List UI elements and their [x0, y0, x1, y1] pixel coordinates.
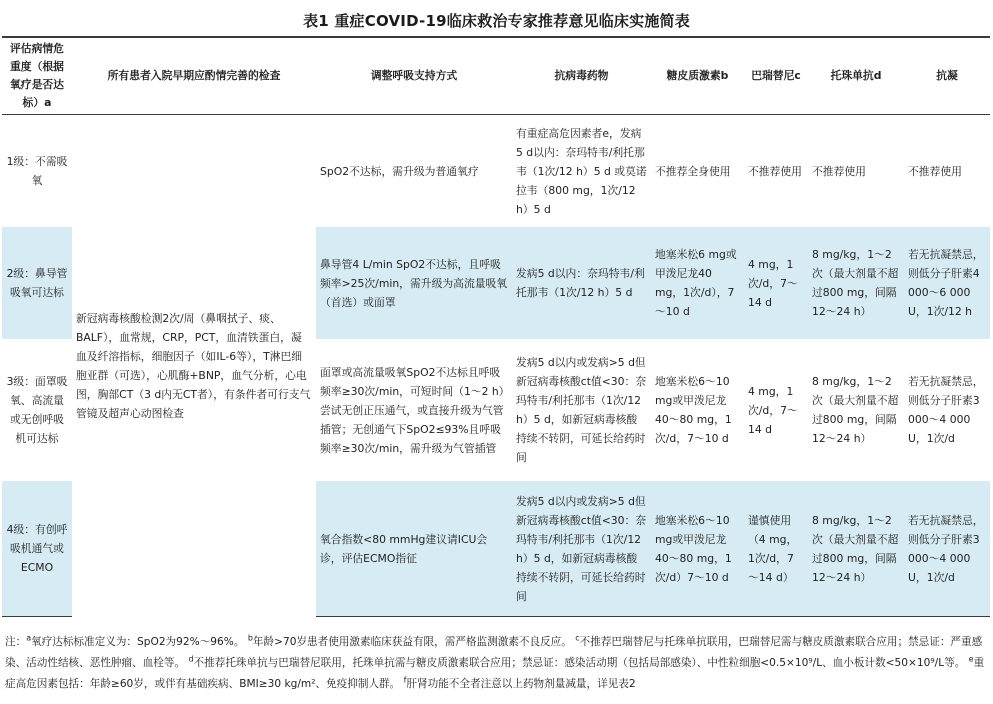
resp-cell: 鼻导管4 L/min SpO2不达标，且呼吸频率>25次/min，需升级为高流量吸氧（首选）或面罩 [316, 227, 512, 339]
tocilizumab-cell: 8 mg/kg，1～2次（最大剂量不超过800 mg，间隔12～24 h） [812, 375, 899, 445]
antiviral-cell: 有重症高危因素者e，发病5 d以内：奈玛特韦/利托那韦（1次/12 h）5 d 或莫诺拉韦（800 mg，1次/12 h）5 d [516, 126, 647, 216]
tocilizumab-cell: 8 mg/kg，1～2次（最大剂量不超过800 mg，间隔12～24 h） [808, 481, 904, 617]
steroid-cell: 地塞米松6～10 mg或甲泼尼龙40～80 mg，1次/d，7～10 d [655, 375, 732, 445]
note-f: 肝肾功能不全者注意以上药物剂量减量，详见表2 [406, 678, 636, 690]
row-level: 3级：面罩吸氧、高流量或无创呼吸机可达标 [6, 375, 68, 445]
baricitinib-cell: 4 mg，1次/d，7～14 d [744, 227, 808, 339]
antiviral-cell: 发病5 d以内或发病>5 d但新冠病毒核酸ct值<30：奈玛特韦/利托那韦（1次/12 h）5 d，如新冠病毒核酸持续不转阴，可延长给药时间 [516, 356, 647, 464]
baricitinib-cell: 不推荐使用 [748, 164, 802, 178]
antiviral-cell: 发病5 d以内或发病>5 d但新冠病毒核酸ct值<30：奈玛特韦/利托那韦（1次/12 h）5 d，如新冠病毒核酸持续不转阴，可延长给药时间 [512, 481, 651, 617]
anticoag-cell: 若无抗凝禁忌，则低分子肝素3 000～4 000 U，1次/d [904, 481, 990, 617]
resp-cell: SpO2不达标，需升级为普通氧疗 [320, 164, 479, 178]
tests-cell: 新冠病毒核酸检测2次/周（鼻咽拭子、痰、BALF），血常规，CRP，PCT，血清铁蛋白，凝血及纤溶指标，细胞因子（如IL-6等），T淋巴细胞亚群（可选），心肌酶+BNP，血气分析，心电图，胸部CT（3 d内无CT者），有条件者可行支气管镜及超声心动图检查 [76, 311, 311, 420]
note-a: 氧疗达标标准定义为：SpO2为92%～96%。 [31, 636, 245, 648]
header-anticoag: 抗凝 [904, 37, 990, 115]
header-tocilizumab: 托珠单抗d [808, 37, 904, 115]
header-baricitinib: 巴瑞替尼c [744, 37, 808, 115]
row-level: 2级：鼻导管吸氧可达标 [2, 227, 72, 339]
note-e: 重症高危因素包括：年龄≥60岁，或伴有基础疾病、BMI≥30 kg/m²、免疫抑制人群。 [5, 657, 985, 690]
header-steroid: 糖皮质激素b [651, 37, 744, 115]
header-resp: 调整呼吸支持方式 [316, 37, 512, 115]
steroid-cell: 不推荐全身使用 [655, 164, 731, 178]
header-tests: 所有患者入院早期应酌情完善的检查 [72, 37, 316, 115]
anticoag-cell: 若无抗凝禁忌，则低分子肝素4 000～6 000 U，1次/12 h [904, 227, 990, 339]
notes-label: 注： [5, 636, 27, 648]
recommendation-table [2, 36, 990, 617]
note-c: 不推荐巴瑞替尼与托珠单抗联用，巴瑞替尼需与糖皮质激素联合应用；禁忌证：严重感染、活动性结核、恶性肿瘤、血栓等。 [5, 636, 983, 669]
tocilizumab-cell: 8 mg/kg，1～2次（最大剂量不超过800 mg，间隔12～24 h） [808, 227, 904, 339]
note-d: 不推荐托珠单抗与巴瑞替尼联用，托珠单抗需与糖皮质激素联合应用；禁忌证：感染活动期（包括局部感染）、中性粒细胞<0.5×10⁹/L、血小板计数<50×10⁹/L等。 [193, 657, 966, 669]
anticoag-cell: 若无抗凝禁忌，则低分子肝素3 000～4 000 U，1次/d [908, 375, 984, 445]
baricitinib-cell: 4 mg，1次/d，7～14 d [748, 384, 798, 436]
resp-cell: 面罩或高流量吸氧SpO2不达标且呼吸频率≥30次/min，可短时间（1～2 h）尝试无创正压通气，或直接升级为气管插管；无创通气下SpO2≤93%且呼吸频率≥30次/min，需升级为气管插管 [320, 365, 505, 455]
header-row [2, 37, 990, 115]
baricitinib-cell: 谨慎使用（4 mg，1次/d，7～14 d） [744, 481, 808, 617]
row-level: 1级：不需吸氧 [6, 155, 68, 187]
row-level: 4级：有创呼吸机通气或ECMO [2, 481, 72, 617]
table-footnotes: 注：$^a$氧疗达标标准定义为：SpO2为92%～96%。 $^b$年龄>70岁患者使用激素临床获益有限，需严格监测激素不良反应。 $^c$不推荐巴瑞替尼与托珠单抗联用，巴瑞替尼需与糖皮质激素联合应用；禁忌证：严重感染、活动性结核、恶性肿瘤、血栓等。 $^d$不推荐托珠单抗与巴瑞替尼联用，托珠单抗需与糖皮质激素联合应用；禁忌证：感染活动期（包括局部感染）、中性粒细胞<0.5×10⁹/L、血小板计数<50×10⁹/L等。 $^e$重症高危因素包括：年龄≥60岁，或伴有基础疾病、BMI≥30 kg/m²、免疫抑制人群。 $^f$肝肾功能不全者注意以上药物剂量减量，详见表2 [5, 633, 985, 690]
steroid-cell: 地塞米松6 mg或甲泼尼龙40 mg，1次/d），7～10 d [651, 227, 744, 339]
note-b: 年龄>70岁患者使用激素临床获益有限，需严格监测激素不良反应。 [252, 636, 572, 648]
steroid-cell: 地塞米松6～10 mg或甲泼尼龙40～80 mg，1次/d）7～10 d [651, 481, 744, 617]
header-antiviral: 抗病毒药物 [512, 37, 651, 115]
anticoag-cell: 不推荐使用 [908, 164, 962, 178]
resp-cell: 氧合指数<80 mmHg建议请ICU会诊，评估ECMO指征 [316, 481, 512, 617]
table-row [2, 115, 990, 228]
tocilizumab-cell: 不推荐使用 [812, 164, 866, 178]
antiviral-cell: 发病5 d以内：奈玛特韦/利托那韦（1次/12 h）5 d [512, 227, 651, 339]
header-level: 评估病情危重度（根据氧疗是否达标）a [2, 37, 72, 115]
table-title: 表1 重症COVID-19临床救治专家推荐意见临床实施简表 [303, 12, 690, 30]
